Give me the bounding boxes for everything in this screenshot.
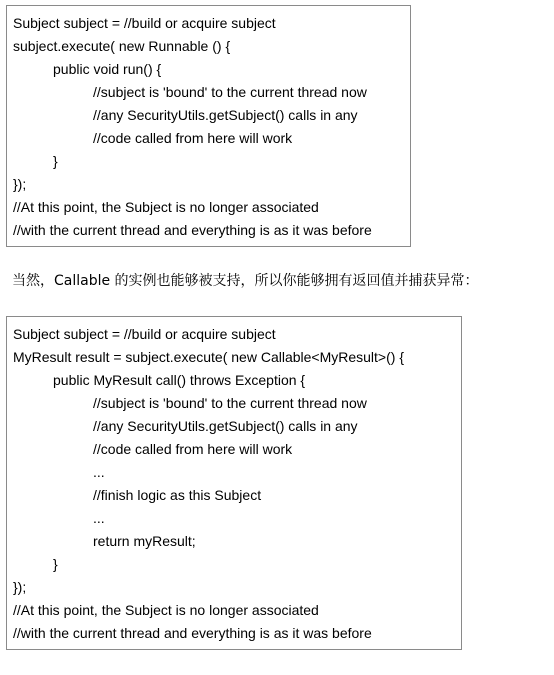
code-line: return myResult; xyxy=(93,533,196,549)
code-line: subject.execute( new Runnable () { xyxy=(13,38,231,54)
code-line: ... xyxy=(93,510,105,526)
code-line: //any SecurityUtils.getSubject() calls in any xyxy=(93,418,358,434)
code-line: //subject is 'bound' to the current thread now xyxy=(93,84,367,100)
code-line: } xyxy=(53,556,58,572)
code-line: //code called from here will work xyxy=(93,441,293,457)
code-line: //code called from here will work xyxy=(93,130,293,146)
code-line: //with the current thread and everything is as it was before xyxy=(13,625,372,641)
code-line: //At this point, the Subject is no longer associated xyxy=(13,199,319,215)
code-line: ... xyxy=(93,464,105,480)
code-line: //finish logic as this Subject xyxy=(93,487,262,503)
code-line: Subject subject = //build or acquire subject xyxy=(13,326,276,342)
code-line: MyResult result = subject.execute( new Callable<MyResult>() { xyxy=(13,349,405,365)
code-line: public MyResult call() throws Exception { xyxy=(53,372,306,388)
code-line: }); xyxy=(13,579,27,595)
code-line: //with the current thread and everything is as it was before xyxy=(13,222,372,238)
code-block-runnable xyxy=(6,5,411,247)
code-line: public void run() { xyxy=(53,61,162,77)
code-line: }); xyxy=(13,176,27,192)
code-line: Subject subject = //build or acquire subject xyxy=(13,15,276,31)
code-line: //At this point, the Subject is no longer associated xyxy=(13,602,319,618)
code-line: //subject is 'bound' to the current thread now xyxy=(93,395,367,411)
code-line: } xyxy=(53,153,58,169)
code-block-callable xyxy=(6,316,462,650)
body-paragraph: 当然，Callable 的实例也能够被支持，所以你能够拥有返回值并捕获异常： xyxy=(12,273,479,289)
code-line: //any SecurityUtils.getSubject() calls in any xyxy=(93,107,358,123)
